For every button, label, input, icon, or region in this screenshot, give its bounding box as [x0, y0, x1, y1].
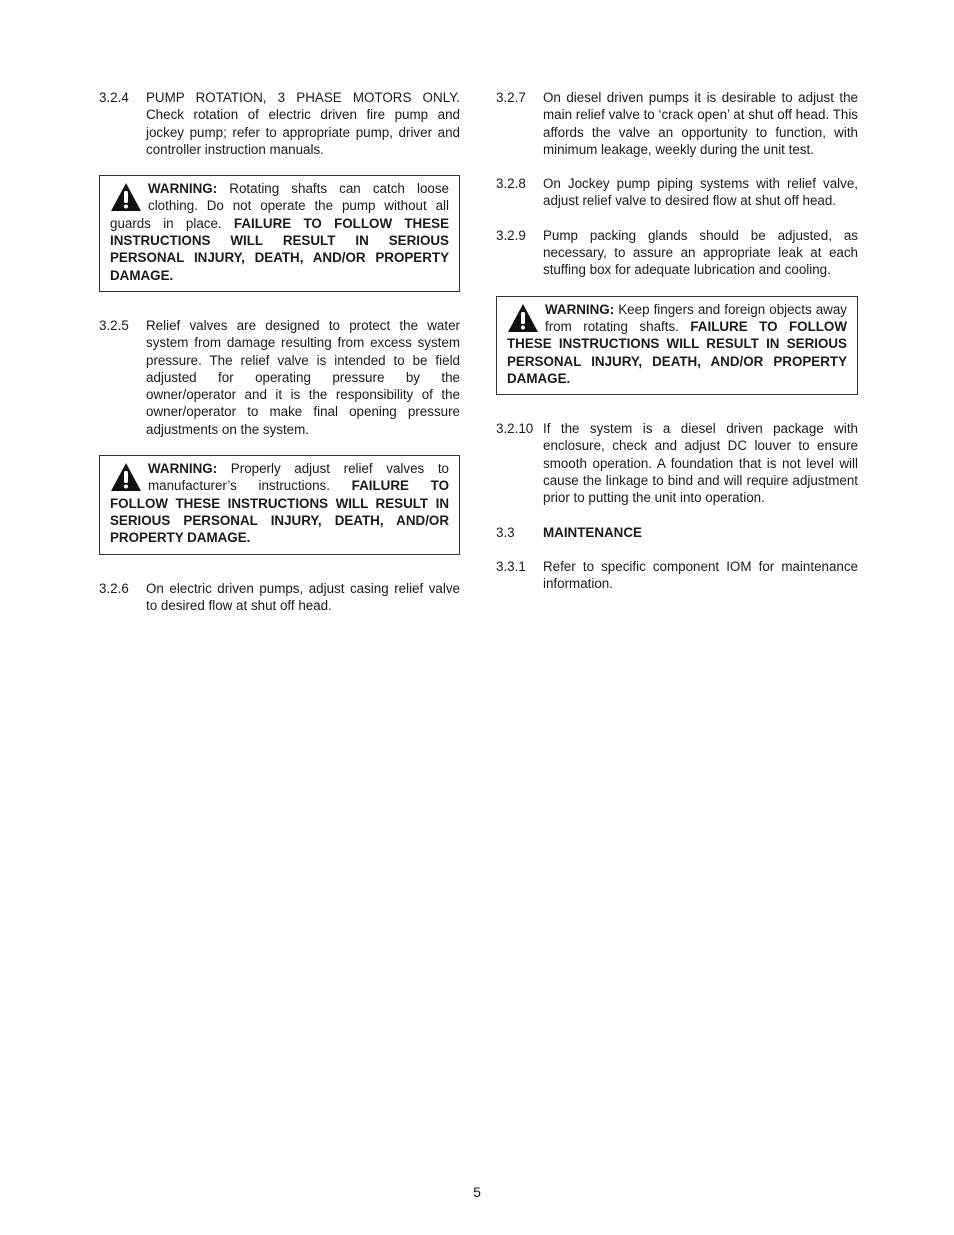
warning-box-relief-valves — [99, 455, 460, 554]
warning-consequence: FAILURE TO FOLLOW THESE INSTRUCTIONS WILL RESULT IN SERIOUS PERSONAL INJURY, DEATH, AND/OR PROPERTY DAMAGE. — [507, 318, 847, 386]
section-3-3-1 — [496, 558, 858, 593]
warning-text: Rotating shafts can catch loose clothing. Do not operate the pump without all guards in place. — [110, 181, 449, 231]
section-text: Refer to specific component IOM for maintenance information. — [543, 558, 858, 592]
warning-label: WARNING: — [148, 461, 218, 477]
section-text: On Jockey pump piping systems with relief valve, adjust relief valve to desired flow at shut off head. — [543, 176, 858, 209]
section-3-2-5 — [99, 317, 460, 438]
warning-triangle-icon — [507, 303, 539, 333]
section-text: If the system is a diesel driven package with enclosure, check and adjust DC louver to ensure smooth operation. A foundation that is not level will cause the linkage to bind and will require adjustment prior to putting the unit into operation. — [543, 421, 858, 506]
section-title: MAINTENANCE — [543, 524, 642, 540]
section-text: On diesel driven pumps it is desirable to adjust the main relief valve to ‘crack open’ at shut off head. This affords the valve an opportunity to function, with minimum leakage, weekly during the unit test. — [543, 90, 858, 157]
warning-text: Properly adjust relief valves to manufacturer’s instructions. — [148, 461, 449, 494]
warning-consequence: FAILURE TO FOLLOW THESE INSTRUCTIONS WILL RESULT IN SERIOUS PERSONAL INJURY, DEATH, AND/OR PROPERTY DAMAGE. — [110, 478, 449, 546]
section-number: 3.2.10 — [496, 421, 534, 437]
section-3-2-6 — [99, 580, 460, 615]
section-number: 3.2.5 — [99, 317, 129, 333]
warning-box-rotating-shafts — [99, 175, 460, 292]
section-3-3-heading — [496, 524, 858, 541]
section-number: 3.2.6 — [99, 580, 129, 596]
warning-label: WARNING: — [148, 181, 218, 197]
section-number: 3.3 — [496, 524, 515, 540]
section-3-2-7 — [496, 89, 858, 158]
left-column — [99, 89, 460, 631]
warning-triangle-icon — [110, 462, 142, 492]
section-number: 3.2.7 — [496, 90, 526, 105]
section-number: 3.2.9 — [496, 227, 526, 243]
section-text: Pump packing glands should be adjusted, as necessary, to assure an appropriate leak at each stuffing box for adequate lubrication and cooling. — [543, 227, 858, 278]
section-number: 3.2.4 — [99, 90, 129, 105]
page-number: 5 — [473, 1184, 481, 1200]
warning-text: Keep fingers and foreign objects away from rotating shafts. — [545, 301, 847, 334]
warning-triangle-icon — [110, 182, 142, 212]
section-3-2-9 — [496, 227, 858, 279]
section-3-2-8 — [496, 175, 858, 210]
section-3-2-4 — [99, 89, 460, 158]
warning-box-fingers — [496, 296, 858, 395]
section-text: Relief valves are designed to protect the water system from damage resulting from excess system pressure. The relief valve is intended to be field adjusted for operating pressure by the owner/operator and it is the responsibility of the owner/operator to make final opening pressure adjustments on the system. — [146, 317, 460, 437]
section-number: 3.3.1 — [496, 558, 526, 574]
section-text: On electric driven pumps, adjust casing relief valve to desired flow at shut off head. — [146, 580, 460, 613]
section-text: PUMP ROTATION, 3 PHASE MOTORS ONLY. Check rotation of electric driven fire pump and jockey pump; refer to appropriate pump, driver and controller instruction manuals. — [146, 90, 460, 157]
warning-label: WARNING: — [545, 301, 615, 317]
warning-consequence: FAILURE TO FOLLOW THESE INSTRUCTIONS WILL RESULT IN SERIOUS PERSONAL INJURY, DEATH, AND/OR PROPERTY DAMAGE. — [110, 215, 449, 283]
section-3-2-10 — [496, 420, 858, 506]
section-number: 3.2.8 — [496, 176, 526, 192]
right-column — [496, 89, 858, 610]
